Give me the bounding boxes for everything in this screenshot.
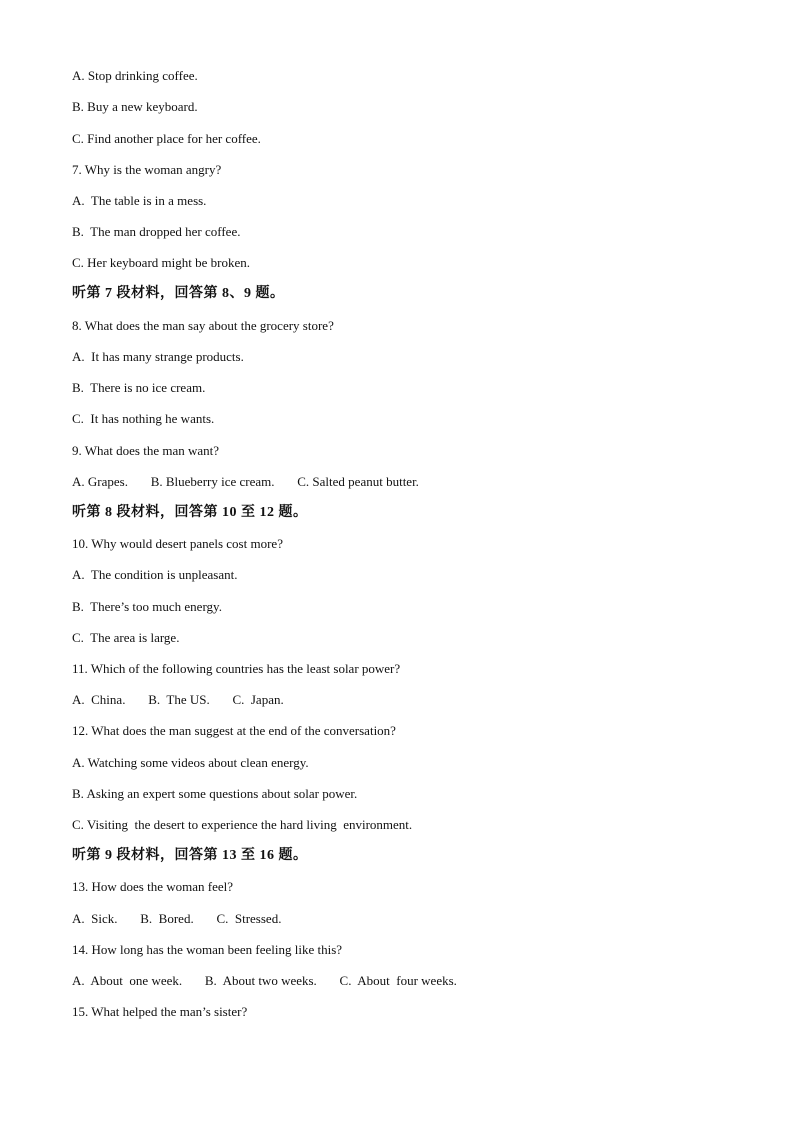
question-8: 8. What does the man say about the grocery store? — [72, 318, 334, 333]
option-10c: C. The area is large. — [72, 630, 180, 645]
question-13: 13. How does the woman feel? — [72, 879, 234, 894]
option-6b: B. Buy a new keyboard. — [72, 99, 198, 114]
question-12: 12. What does the man suggest at the end of the conversation? — [72, 723, 396, 738]
option-8c: C. It has nothing he wants. — [72, 411, 215, 426]
question-10: 10. Why would desert panels cost more? — [72, 536, 283, 551]
question-7: 7. Why is the woman angry? — [72, 162, 222, 177]
question-14: 14. How long has the woman been feeling like this? — [72, 942, 343, 957]
question-11: 11. Which of the following countries has the least solar power? — [72, 661, 401, 676]
option-7c: C. Her keyboard might be broken. — [72, 255, 250, 270]
question-15: 15. What helped the man’s sister? — [72, 1004, 248, 1019]
option-12c: C. Visiting the desert to experience the hard living environment. — [72, 817, 413, 832]
option-8a: A. It has many strange products. — [72, 349, 244, 364]
option-7a: A. The table is in a mess. — [72, 193, 207, 208]
question-9: 9. What does the man want? — [72, 443, 220, 458]
option-12b: B. Asking an expert some questions about solar power. — [72, 786, 358, 801]
section-heading-9: 听第 9 段材料，回答第 13 至 16 题。 — [72, 848, 308, 863]
option-8b: B. There is no ice cream. — [72, 380, 206, 395]
options-14: A. About one week. B. About two weeks. C. About four weeks. — [72, 973, 457, 988]
option-6a: A. Stop drinking coffee. — [72, 68, 198, 83]
options-9: A. Grapes. B. Blueberry ice cream. C. Salted peanut butter. — [72, 474, 419, 489]
options-11: A. China. B. The US. C. Japan. — [72, 692, 284, 707]
section-heading-8: 听第 8 段材料，回答第 10 至 12 题。 — [72, 505, 308, 520]
options-13: A. Sick. B. Bored. C. Stressed. — [72, 911, 282, 926]
option-6c: C. Find another place for her coffee. — [72, 131, 261, 146]
option-7b: B. The man dropped her coffee. — [72, 224, 241, 239]
option-10b: B. There’s too much energy. — [72, 599, 222, 614]
option-10a: A. The condition is unpleasant. — [72, 567, 238, 582]
option-12a: A. Watching some videos about clean energy. — [72, 755, 309, 770]
section-heading-7: 听第 7 段材料，回答第 8、9 题。 — [72, 286, 285, 301]
